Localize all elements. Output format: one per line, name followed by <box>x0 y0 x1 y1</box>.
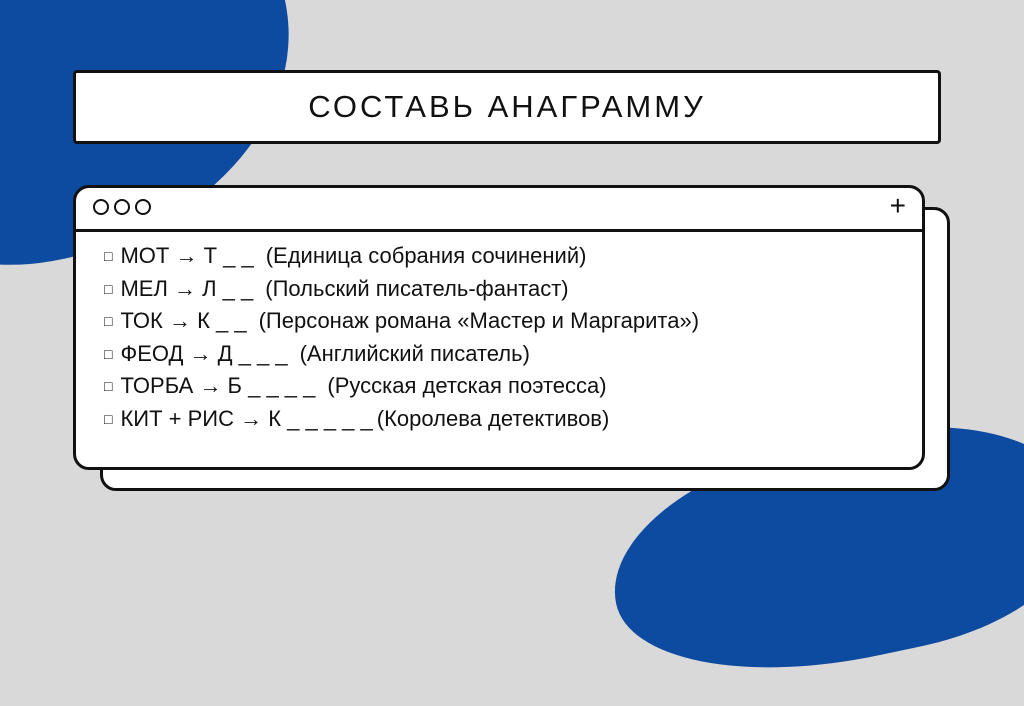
anagram-puzzle: ТОРБА → Б _ _ _ _ <box>120 373 316 398</box>
anagram-hint: (Английский писатель) <box>299 340 530 366</box>
circle-icon[interactable] <box>114 199 130 215</box>
checkbox-icon[interactable]: □ <box>104 248 113 264</box>
anagram-hint: (Королева детективов) <box>376 405 610 431</box>
list-item <box>104 305 922 338</box>
anagram-hint: (Единица собрания сочинений) <box>265 243 587 268</box>
list-item <box>104 370 922 403</box>
list-item <box>104 240 922 273</box>
circle-icon[interactable] <box>135 199 151 215</box>
page-title: СОСТАВЬ АНАГРАММУ <box>308 89 706 124</box>
circle-icon[interactable] <box>93 199 109 215</box>
anagram-puzzle: МЕЛ → Л _ _ <box>120 275 254 301</box>
plus-icon[interactable]: + <box>889 190 906 221</box>
list-item <box>104 338 922 371</box>
anagram-puzzle: ТОК → К _ _ <box>120 308 247 333</box>
anagram-puzzle: ФЕОД → Д _ _ _ <box>120 340 288 366</box>
title-banner <box>73 70 941 144</box>
checkbox-icon[interactable]: □ <box>104 378 113 394</box>
list-item <box>104 273 922 306</box>
list-item <box>104 403 922 436</box>
anagram-puzzle: КИТ + РИС → К _ _ _ _ _ <box>120 405 373 431</box>
anagram-hint: (Польский писатель-фантаст) <box>265 275 569 301</box>
checkbox-icon[interactable]: □ <box>104 313 113 329</box>
anagram-list <box>76 232 922 435</box>
checkbox-icon[interactable]: □ <box>104 410 113 427</box>
anagram-puzzle: МОТ → Т _ _ <box>120 243 254 268</box>
window-titlebar <box>76 188 922 232</box>
window-controls <box>93 199 151 215</box>
checkbox-icon[interactable]: □ <box>104 280 113 297</box>
browser-window <box>73 185 925 470</box>
checkbox-icon[interactable]: □ <box>104 345 113 362</box>
anagram-hint: (Русская детская поэтесса) <box>327 373 607 398</box>
anagram-hint: (Персонаж романа «Мастер и Маргарита») <box>258 308 700 333</box>
